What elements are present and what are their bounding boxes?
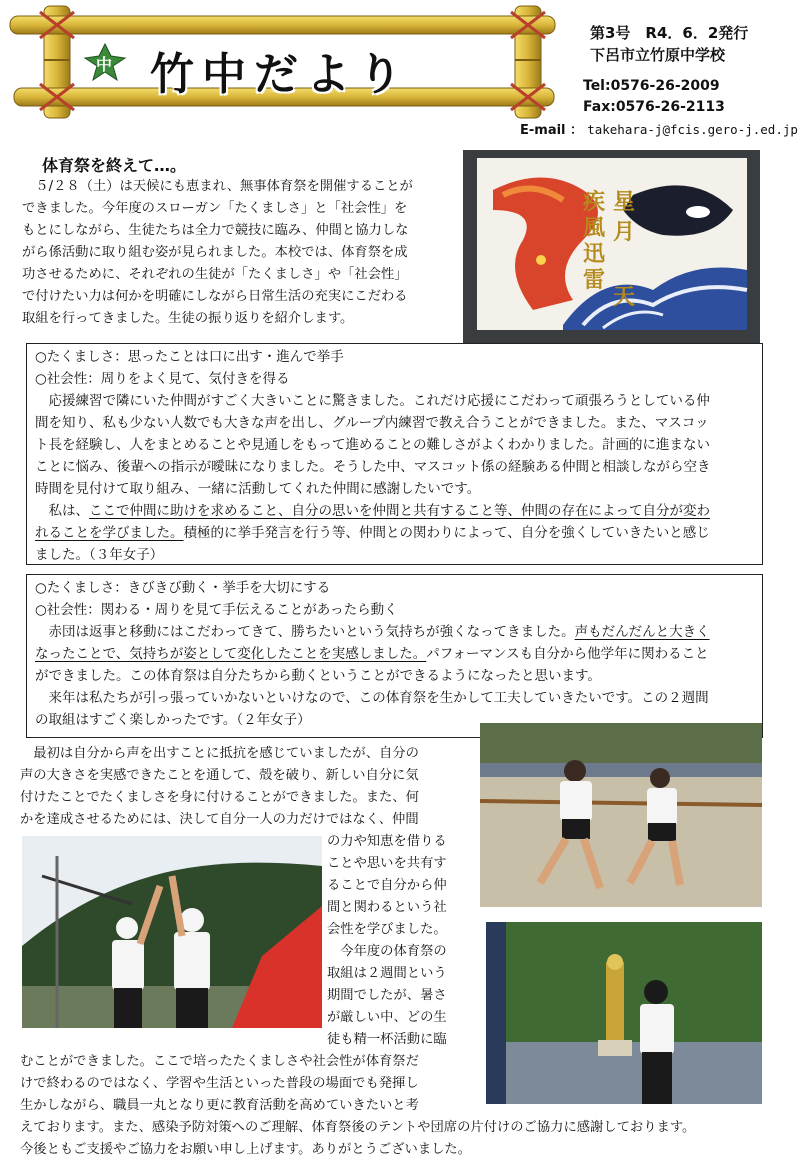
text-segment: 積極的に挙手発言を行う等、仲間との関わりによって、自分を強くしていきたいと感じ	[183, 525, 710, 541]
text-line: 功させるために、それぞれの生徒が「たくましさ」や「社会性」	[22, 267, 408, 282]
tel-number: Tel:0576-26-2009	[583, 78, 720, 94]
email-address[interactable]: takehara-j@fcis.gero-j.ed.jp	[587, 122, 798, 137]
goal-sociality: ○社会性：関わる・周りを見て手伝えることがあったら動く	[35, 602, 398, 618]
text-line: けで終わるのではなく、学習や生活といった普段の場面でも発揮し	[20, 1076, 419, 1091]
issue-info: 第3号 R4．6．2発行	[590, 24, 749, 42]
newsletter-title: 竹中だより	[150, 49, 410, 100]
text-line: できました。今年度のスローガン「たくましさ」と「社会性」を	[22, 201, 408, 216]
text-segment: 赤団は返事と移動にはこだわってきて、勝ちたいという気持ちが強くなってきました。	[35, 624, 575, 640]
text-line: 応援練習で隣にいた仲間がすごく大きいことに驚きました。これだけ応援にこだわって頑張ろうとしている仲	[35, 393, 710, 409]
text-line: 時間を見付けて取り組み、一緒に活動してくれた仲間に感謝したいです。	[35, 481, 481, 497]
school-name: 下呂市立竹原中学校	[590, 46, 726, 64]
text-line: 会性を学びました。	[327, 922, 447, 937]
underlined-text: 声もだんだんと大きく	[574, 624, 710, 640]
banner-char: 星	[613, 189, 636, 215]
text-line: の取組はすごく楽しかったです。（２年女子）	[35, 712, 311, 728]
underlined-text: ここで仲間に助けを求めること、自分の思いを仲間と共有すること等、仲間の存在によって自分が変わ	[89, 503, 710, 519]
text-line: えております。また、感染予防対策へのご理解、体育祭後のテントや団席の片付けのご協力に感謝しております。	[20, 1120, 696, 1135]
text-line: ることで自分から仲	[327, 878, 447, 893]
text-line: 付けたことでたくましさを身に付けることができました。また、何	[20, 790, 419, 805]
tug-of-war-photo	[480, 723, 762, 907]
text-line	[35, 500, 754, 522]
text-line: が厳しい中、どの生	[327, 1010, 447, 1025]
text-line: の力や知恵を借りる	[327, 834, 447, 849]
goal-toughness: ○たくましさ：きびきび動く・挙手を大切にする	[35, 580, 331, 596]
text-line: ました。（３年女子）	[35, 547, 164, 563]
banner-char: 雷	[583, 267, 606, 293]
text-line	[35, 522, 754, 544]
cheering-students-photo	[22, 836, 322, 1028]
text-line	[35, 643, 754, 665]
text-line: 取組は２週間という	[327, 966, 447, 981]
text-line: 今年度の体育祭の	[327, 944, 447, 959]
banner-char: 風	[583, 215, 606, 241]
emblem-char: 中	[96, 55, 113, 74]
text-line: 来年は私たちが引っ張っていかないといけなので、この体育祭を生かして工夫していきたいです。この２週間	[35, 690, 709, 706]
banner-char: 月	[613, 219, 636, 245]
text-line: 最初は自分から声を出すことに抵抗を感じていましたが、自分の	[20, 746, 419, 761]
email-line	[520, 119, 798, 138]
reflection-box-grade2	[26, 574, 763, 738]
text-line: ト長を経験し、人をまとめることや見通しをもって進めることの難しさがよくわかりました。計画的に進まない	[35, 437, 710, 453]
text-segment: パフォーマンスも自分から他学年に関わること	[426, 646, 709, 662]
text-line: 生かしながら、職員一丸となり更に教育活動を高めていきたいと考	[20, 1098, 419, 1113]
text-line	[35, 621, 754, 643]
text-segment: 私は、	[35, 503, 89, 519]
text-line: 今後ともご支援やご協力をお願い申し上げます。ありがとうございました。	[20, 1142, 472, 1157]
underlined-text: れることを学びました。	[35, 525, 184, 541]
banner-char: 疾	[583, 189, 606, 215]
reflection-box-grade3	[26, 343, 763, 565]
text-line: ことに悩み、後輩への指示が曖昧になりました。そうした中、マスコット係の経験ある仲間と相談しながら空き	[35, 459, 711, 475]
text-line: ことや思いを共有す	[327, 856, 447, 871]
text-line: むことができました。ここで培ったたくましさや社会性が体育祭だ	[20, 1054, 419, 1069]
closing-text-top	[20, 743, 465, 831]
goal-sociality: ○社会性：周りをよく見て、気付きを得る	[35, 371, 290, 387]
text-line: 徒も精一杯活動に臨	[327, 1032, 447, 1047]
email-label: E-mail ：	[520, 123, 584, 138]
text-line: 取組を行ってきました。生徒の振り返りを紹介します。	[22, 311, 354, 326]
text-line: ５/２８（土）は天候にも恵まれ、無事体育祭を開催することが	[22, 179, 413, 194]
banner-char: 天	[613, 284, 636, 310]
text-line: 期間でしたが、暑さ	[327, 988, 447, 1003]
text-line: で付けたい力は何かを明確にしながら日常生活の充実にこだわる	[22, 289, 408, 304]
goal-toughness: ○たくましさ：思ったことは口に出す・進んで挙手	[35, 349, 344, 365]
text-line: 声の大きさを実感できたことを通して、殻を破り、新しい自分に気	[20, 768, 419, 783]
trophy-photo	[486, 922, 762, 1104]
text-line: もとにしながら、生徒たちは全力で競技に臨み、仲間と協力しな	[22, 223, 409, 238]
school-emblem	[83, 42, 127, 82]
text-line: 間を知り、私も少ない人数でも大きな声を出し、グループ内練習で教え合うことができました。また、マスコッ	[35, 415, 709, 431]
fax-number: Fax:0576-26-2113	[583, 99, 725, 115]
banner-char: 迅	[583, 241, 606, 267]
text-line: がら係活動に取り組む姿が見られました。本校では、体育祭を成	[22, 245, 408, 260]
text-line: ができました。この体育祭は自分たちから動くということができるようになったと思います。	[35, 668, 601, 684]
intro-text	[22, 176, 454, 330]
closing-text-narrow	[327, 831, 467, 1051]
underlined-text: なったことで、気持ちが姿として変化したことを実感しました。	[35, 646, 427, 662]
text-line: 間と関わるという社	[327, 900, 447, 915]
intro-heading: 体育祭を終えて…。	[42, 156, 187, 175]
text-line: かを達成させるためには、決して自分一人の力だけではなく、仲間	[20, 812, 419, 827]
banner-photo	[463, 150, 760, 343]
